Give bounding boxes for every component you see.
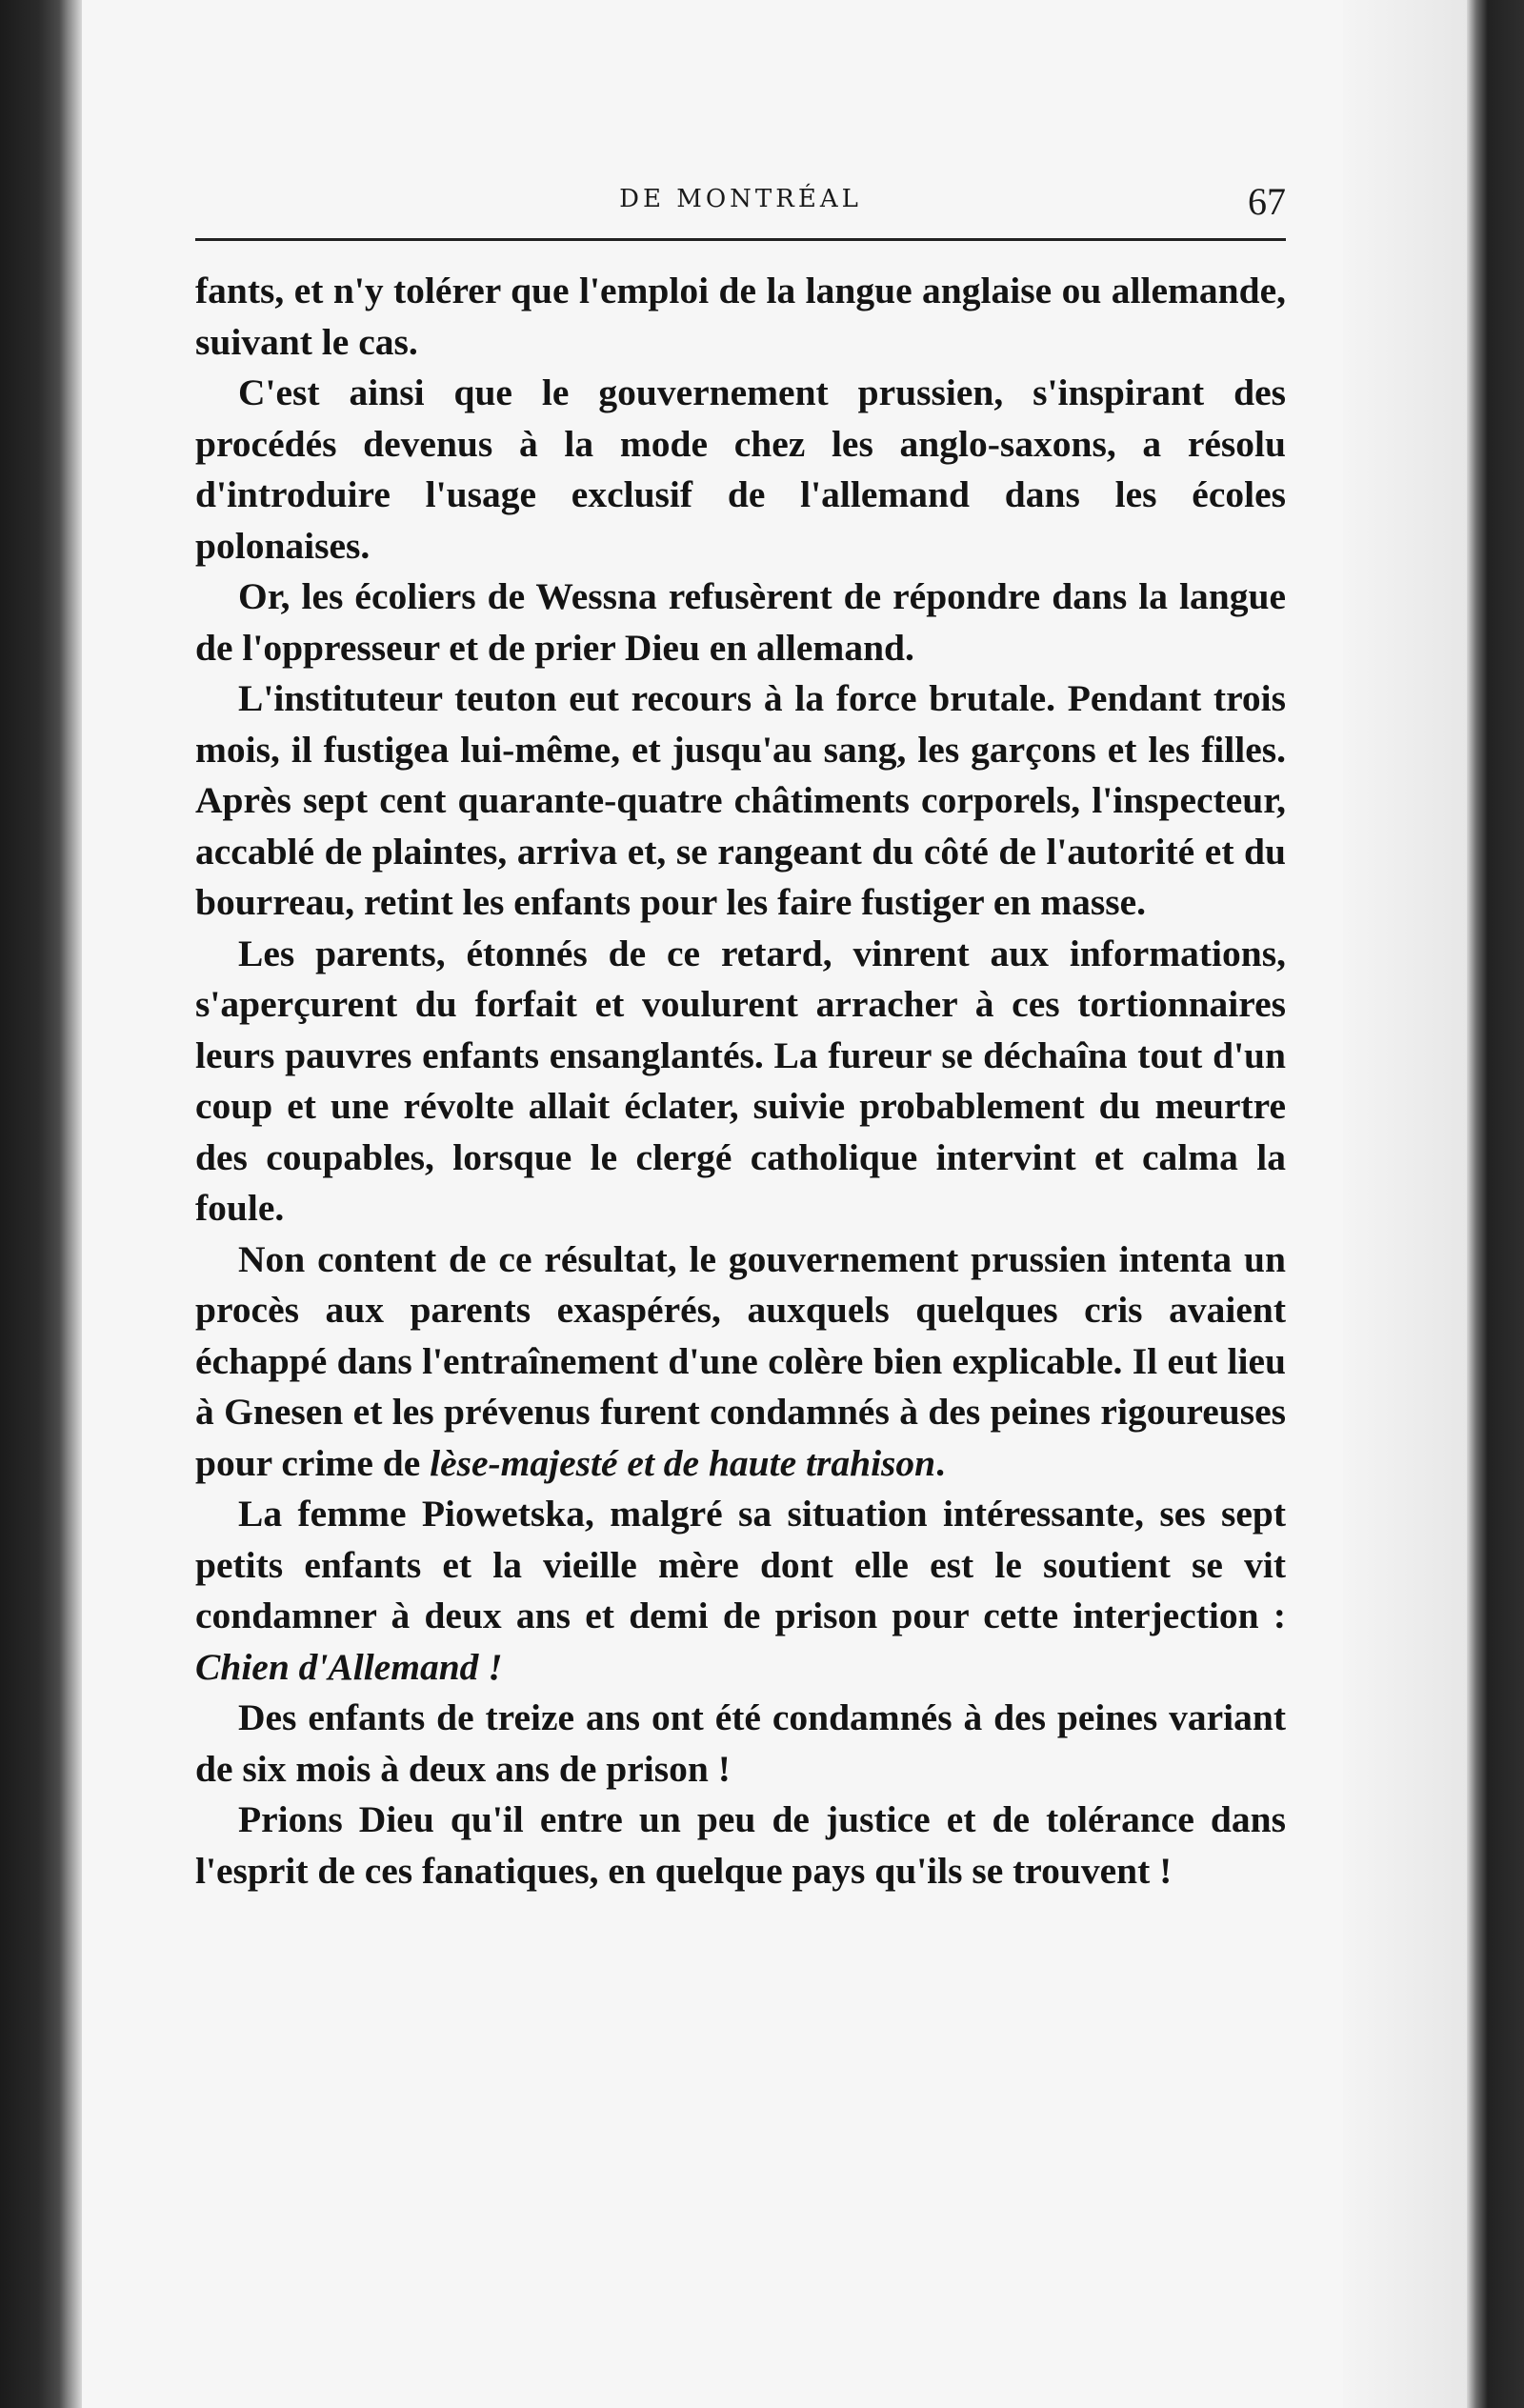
page-margin-shadow [1343,0,1467,2408]
page-content [195,171,1286,2315]
paragraph: Les parents, étonnés de ce retard, vinrent aux informations, s'aperçurent du forfait et voulurent arracher à ces tortionnaires leurs pauvres enfants ensanglantés. La fureur se déchaîna tout d'un coup et une révolte allait éclater, suivie probablement du meurtre des coupables, lorsque le clergé catholique intervint et calma la foule. [195,932,1286,1229]
italic-phrase: Chien d'Allemand ! [195,1645,503,1688]
running-header [195,171,1286,238]
paragraph: L'instituteur teuton eut recours à la force brutale. Pendant trois mois, il fustigea lui-même, et jusqu'au sang, les garçons et les filles. Après sept cent quarante-quatre châtiments corporels, l'inspecteur, accablé de plaintes, arriva et, se rangeant du côté de l'autorité et du bourreau, retint les enfants pour les faire fustiger en masse. [195,677,1286,923]
paragraph-text: Non content de ce résultat, le gouvernement prussien intenta un procès aux parents exaspérés, auxquels quelques cris avaient échappé dans l'entraînement d'une colère bien explicable. Il eut lieu à Gnesen et les prévenus furent condamnés à des peines rigoureuses pour crime de [195,1237,1286,1484]
header-rule [195,238,1286,241]
body-text [195,266,1286,1896]
paragraph: Or, les écoliers de Wessna refusèrent de répondre dans la langue de l'oppresseur et de prier Dieu en allemand. [195,575,1286,669]
paragraph [195,1234,1286,1490]
paragraph: C'est ainsi que le gouvernement prussien, s'inspirant des procédés devenus à la mode chez les anglo-saxons, a résolu d'introduire l'usage exclusif de l'allemand dans les écoles polonaises. [195,371,1286,567]
book-spine-edge [1467,0,1524,2408]
page-number: 67 [1248,180,1286,223]
paragraph-text: La femme Piowetska, malgré sa situation intéressante, ses sept petits enfants et la vieille mère dont elle est le soutient se vit condamner à deux ans et demi de prison pour cette interjection : [195,1493,1286,1636]
paragraph: fants, et n'y tolérer que l'emploi de la langue anglaise ou allemande, suivant le cas. [195,270,1286,363]
running-title: DE MONTRÉAL [619,185,862,213]
italic-phrase: lèse-majesté et de haute trahison [430,1441,936,1484]
paragraph: Prions Dieu qu'il entre un peu de justice et de tolérance dans l'esprit de ces fanatiques, en quelque pays qu'ils se trouvent ! [195,1798,1286,1892]
paragraph-text: . [935,1441,946,1484]
book-binding-edge [0,0,82,2408]
paragraph [195,1489,1286,1693]
paragraph: Des enfants de treize ans ont été condamnés à des peines variant de six mois à deux ans de prison ! [195,1696,1286,1790]
